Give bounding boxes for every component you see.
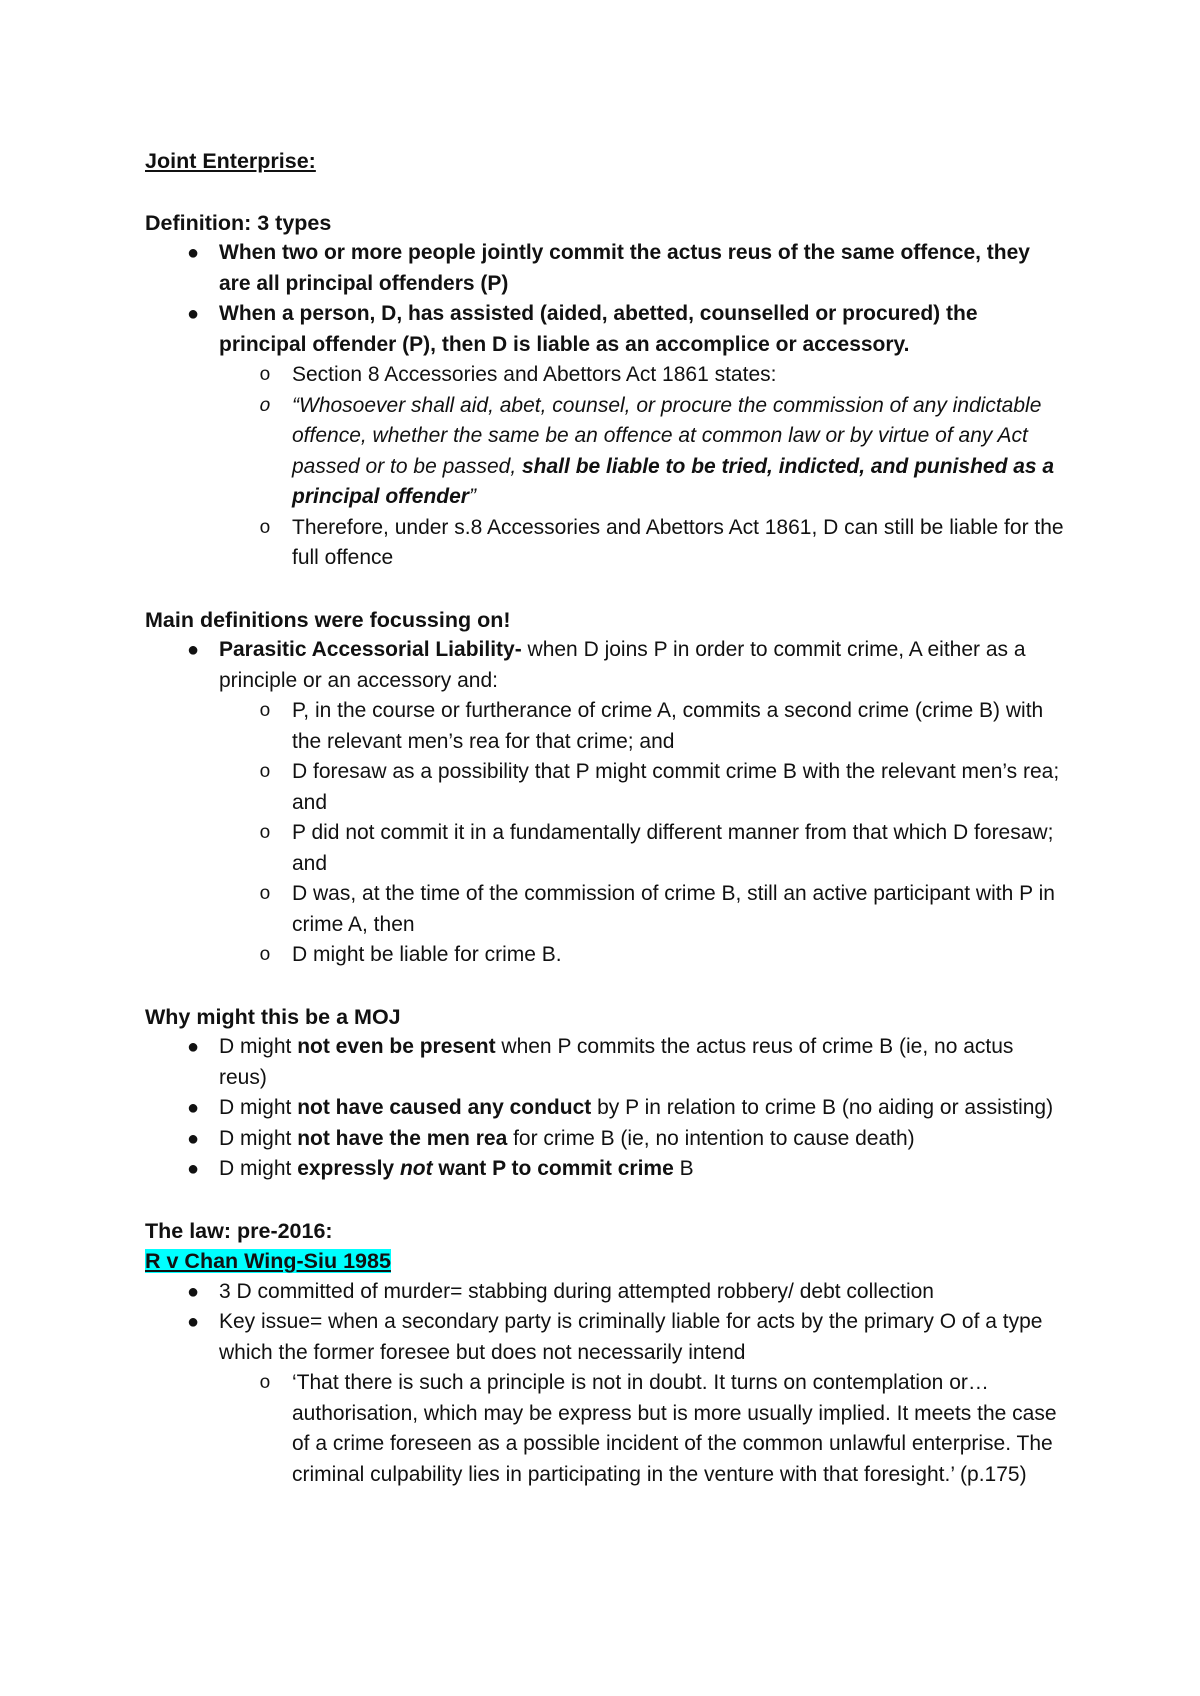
sub-list-item — [145, 696, 1065, 757]
spacer — [145, 177, 1065, 208]
list-item-text: When a person, D, has assisted (aided, abetted, counselled or procured) the principal offender (P), then D is liable as an accomplice or accessory. — [219, 302, 978, 356]
emphasis-text: not have caused any conduct — [297, 1096, 592, 1119]
bullet-icon: ● — [186, 1311, 200, 1333]
list-item — [145, 1277, 1065, 1308]
case-title-highlighted: R v Chan Wing-Siu 1985 — [145, 1249, 391, 1273]
main-definitions-heading: Main definitions were focussing on! — [145, 607, 511, 632]
sub-bullet-icon: o — [259, 516, 271, 539]
list-item — [145, 1154, 1065, 1185]
sub-list-item — [145, 879, 1065, 940]
bullet-icon: ● — [186, 1127, 200, 1150]
list-item-text: B — [673, 1157, 694, 1180]
list-item — [145, 1093, 1065, 1124]
statute-quote-emphasis: shall be liable to be tried, indicted, and punished as a principal offender — [292, 454, 1055, 508]
list-item-text: D foresaw as a possibility that P might commit crime B with the relevant men’s rea; and — [292, 760, 1060, 814]
sub-bullet-icon: o — [259, 822, 271, 844]
list-item-text: P did not commit it in a fundamentally different manner from that which D foresaw; and — [292, 821, 1054, 875]
page-title: Joint Enterprise: — [145, 149, 316, 173]
statute-quote: “Whosoever shall aid, abet, counsel, or procure the commission of any indictable offence, whether the same be an offence at common law or by virtue of any Act passed or to be passed, — [292, 393, 1042, 478]
list-item-text: when D joins P in order to commit crime, A either as a principle or an accessory and: — [219, 638, 1026, 692]
bullet-icon: ● — [186, 1097, 200, 1119]
sub-list-item — [145, 818, 1065, 879]
list-item-text: D was, at the time of the commission of crime B, still an active participant with P in crime A, then — [292, 882, 1055, 936]
term-label: Parasitic Accessorial Liability- — [219, 638, 522, 661]
list-item-text: 3 D committed of murder= stabbing during attempted robbery/ debt collection — [219, 1279, 934, 1303]
bullet-icon: ● — [186, 639, 200, 661]
sub-bullet-icon: o — [259, 394, 271, 417]
definition-heading: Definition: 3 types — [145, 210, 332, 235]
bullet-icon: ● — [186, 1280, 200, 1303]
bullet-icon: ● — [186, 242, 200, 264]
case-list — [145, 1277, 1065, 1491]
document-body — [145, 146, 1065, 1490]
spacer — [145, 574, 1065, 605]
case-quote: ‘That there is such a principle is not in doubt. It turns on contemplation or… authorisation, which may be express but is more usually implied. It meets the case of a crime foreseen as a possible incident of the common unlawful enterprise. The criminal culpability lies in participating in the venture with that foresight.’ (p.175) — [292, 1371, 1057, 1486]
list-item-text: Section 8 Accessories and Abettors Act 1861 states: — [292, 363, 777, 386]
bullet-icon: ● — [186, 1158, 200, 1180]
moj-heading: Why might this be a MOJ — [145, 1004, 401, 1029]
list-item-text: D might — [219, 1096, 298, 1119]
sub-list-item — [145, 391, 1065, 513]
sub-list-item — [145, 757, 1065, 818]
sub-bullet-icon: o — [259, 883, 271, 905]
list-item — [145, 635, 1065, 696]
list-item-text: D might be liable for crime B. — [292, 943, 562, 966]
list-item — [145, 1124, 1065, 1155]
emphasis-text: not even be present — [297, 1035, 496, 1058]
list-item-text: D might — [219, 1126, 298, 1150]
moj-list — [145, 1032, 1065, 1185]
sub-list-item — [145, 513, 1065, 574]
list-item-text: Therefore, under s.8 Accessories and Abettors Act 1861, D can still be liable for the full offence — [292, 515, 1064, 569]
list-item-text: D might — [219, 1035, 298, 1058]
sub-bullet-icon: o — [259, 761, 271, 783]
list-item-text: When two or more people jointly commit the actus reus of the same offence, they are all principal offenders (P) — [219, 241, 1030, 295]
sub-bullet-icon: o — [259, 944, 271, 966]
law-heading: The law: pre-2016: — [145, 1218, 333, 1243]
sub-list-item — [145, 1368, 1065, 1490]
list-item-text: by P in relation to crime B (no aiding or assisting) — [591, 1096, 1054, 1119]
emphasis-italic-text: not — [399, 1157, 433, 1180]
emphasis-text: expressly — [297, 1157, 400, 1180]
main-definitions-list — [145, 635, 1065, 971]
list-item-text: for crime B (ie, no intention to cause death) — [507, 1126, 915, 1150]
list-item — [145, 299, 1065, 360]
quote-close: ” — [468, 485, 476, 508]
list-item-text: when P commits the actus reus of crime B (ie, no actus reus) — [219, 1035, 1014, 1089]
spacer — [145, 1185, 1065, 1216]
list-item-text: D might — [219, 1157, 298, 1180]
list-item-text: Key issue= when a secondary party is criminally liable for acts by the primary O of a type which the former foresee but does not necessarily intend — [219, 1310, 1043, 1364]
sub-list-item — [145, 940, 1065, 971]
list-item — [145, 1307, 1065, 1368]
definition-list — [145, 238, 1065, 574]
sub-bullet-icon: o — [259, 1372, 271, 1394]
bullet-icon: ● — [186, 1036, 200, 1058]
emphasis-text: want P to commit crime — [432, 1157, 674, 1180]
sub-bullet-icon: o — [259, 364, 271, 386]
emphasis-text: not have the men rea — [297, 1126, 508, 1150]
bullet-icon: ● — [186, 303, 200, 325]
list-item — [145, 238, 1065, 299]
sub-list-item — [145, 360, 1065, 391]
list-item-text: P, in the course or furtherance of crime A, commits a second crime (crime B) with the relevant men’s rea for that crime; and — [292, 699, 1044, 753]
spacer — [145, 971, 1065, 1002]
sub-bullet-icon: o — [259, 700, 271, 722]
list-item — [145, 1032, 1065, 1093]
